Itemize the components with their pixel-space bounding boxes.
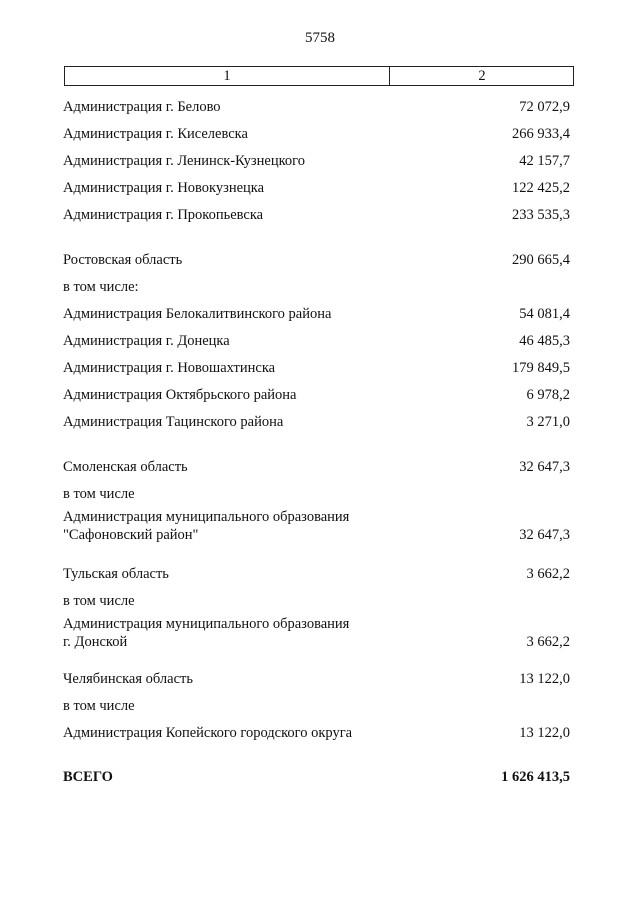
row-label: Смоленская область	[63, 459, 188, 475]
row-label: в том числе	[63, 486, 135, 502]
row-value: 72 072,9	[519, 99, 570, 115]
row-value: 233 535,3	[512, 207, 570, 223]
row-label-continued: "Сафоновский район"	[63, 527, 199, 543]
row-label: Администрация г. Прокопьевска	[63, 207, 264, 223]
row-label-continued: г. Донской	[63, 634, 128, 650]
row-label: Администрация муниципального образования	[63, 509, 350, 525]
row-label: Администрация Белокалитвинского района	[63, 306, 332, 322]
row-label: Администрация г. Киселевска	[63, 126, 248, 142]
row-label: Администрация Копейского городского округа	[63, 725, 353, 741]
row-value: 3 662,2	[526, 566, 570, 582]
page-number: 5758	[305, 30, 335, 46]
row-label: Тульская область	[63, 566, 169, 582]
table-header	[64, 66, 574, 86]
column-header-1: 1	[223, 68, 231, 84]
column-header-2: 2	[478, 68, 486, 84]
row-label: Ростовская область	[63, 252, 183, 268]
row-label: в том числе	[63, 698, 135, 714]
row-label: Челябинская область	[63, 671, 193, 687]
row-value: 32 647,3	[519, 459, 570, 475]
row-value: 54 081,4	[519, 306, 570, 322]
row-label: Администрация г. Донецка	[63, 333, 230, 349]
row-label: Администрация г. Новокузнецка	[63, 180, 265, 196]
row-label: в том числе	[63, 593, 135, 609]
row-label: в том числе:	[63, 279, 139, 295]
row-label: Администрация муниципального образования	[63, 616, 350, 632]
row-value: 266 933,4	[512, 126, 570, 142]
row-value: 179 849,5	[512, 360, 570, 376]
row-label: Администрация г. Ленинск-Кузнецкого	[63, 153, 305, 169]
row-value: 13 122,0	[519, 671, 570, 687]
row-value: 3 662,2	[526, 634, 570, 650]
row-value: 13 122,0	[519, 725, 570, 741]
row-value: 32 647,3	[519, 527, 570, 543]
total-label: ВСЕГО	[63, 769, 113, 785]
row-label: Администрация Тацинского района	[63, 414, 284, 430]
row-value: 122 425,2	[512, 180, 570, 196]
total-value: 1 626 413,5	[501, 769, 570, 785]
row-label: Администрация г. Белово	[63, 99, 221, 115]
row-label: Администрация г. Новошахтинска	[63, 360, 276, 376]
row-label: Администрация Октябрьского района	[63, 387, 297, 403]
row-value: 46 485,3	[519, 333, 570, 349]
row-value: 42 157,7	[519, 153, 570, 169]
row-value: 6 978,2	[526, 387, 570, 403]
row-value: 290 665,4	[512, 252, 570, 268]
row-value: 3 271,0	[526, 414, 570, 430]
